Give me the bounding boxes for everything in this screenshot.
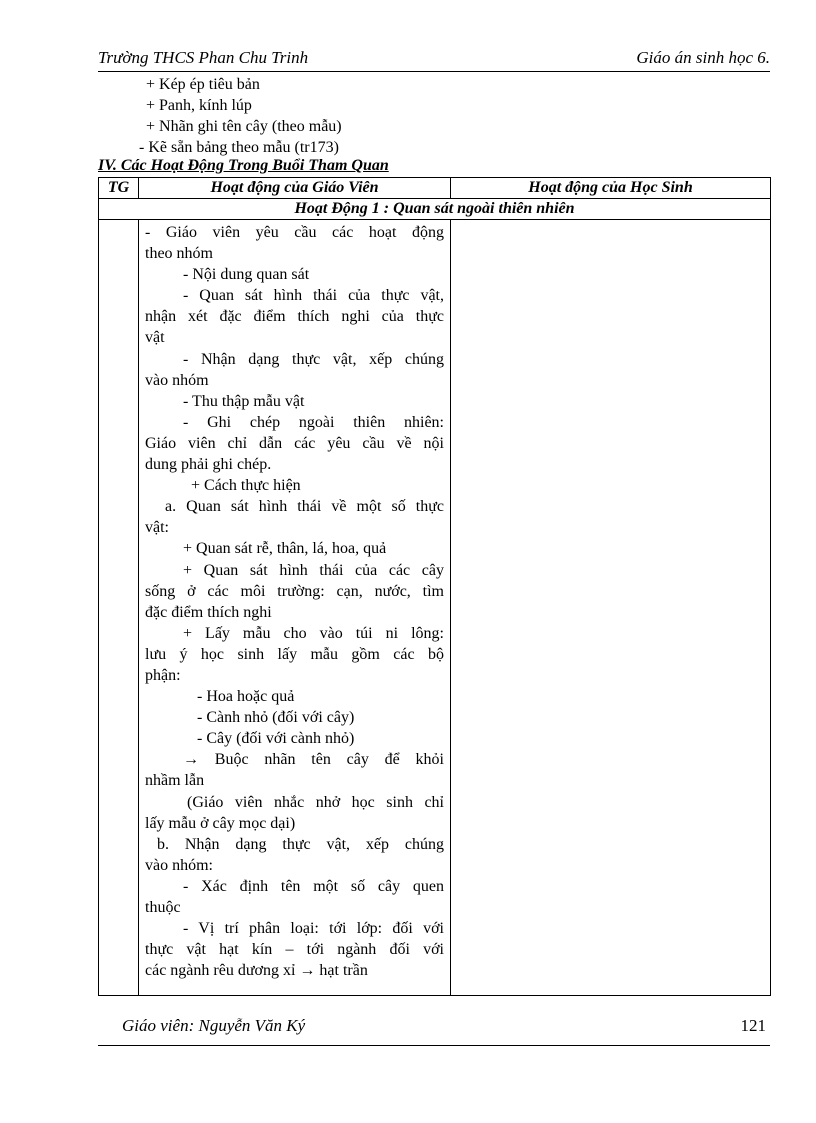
- prep-item: + Panh, kính lúp: [146, 97, 252, 114]
- teacher-line: a. Quan sát hình thái về một số thực: [165, 498, 444, 516]
- teacher-line: + Lấy mẫu cho vào túi ni lông:: [183, 624, 444, 642]
- teacher-line: - Thu thập mẫu vật: [183, 392, 305, 410]
- teacher-line: lưu ý học sinh lấy mẫu gồm các bộ: [145, 645, 444, 663]
- activity-table: [98, 177, 771, 996]
- student-activity-cell: [451, 220, 771, 996]
- teacher-line: - Vị trí phân loại: tới lớp: đối với: [183, 920, 444, 938]
- table-header-row: [99, 178, 771, 199]
- footer-rule: [98, 1045, 770, 1046]
- teacher-line: (Giáo viên nhắc nhở học sinh chỉ: [187, 793, 444, 811]
- teacher-line: vật: [145, 329, 165, 347]
- teacher-line: theo nhóm: [145, 245, 213, 263]
- section-title: IV. Các Hoạt Động Trong Buổi Tham Quan: [98, 157, 389, 174]
- teacher-line: + Quan sát rễ, thân, lá, hoa, quả: [183, 540, 387, 558]
- teacher-line: - Quan sát hình thái của thực vật,: [183, 287, 444, 305]
- teacher-line: → Buộc nhãn tên cây để khỏi: [183, 751, 444, 769]
- page-number: 121: [740, 1016, 766, 1035]
- teacher-line: đặc điểm thích nghi: [145, 603, 272, 621]
- prep-item: + Nhãn ghi tên cây (theo mẫu): [146, 118, 342, 135]
- activity-title-row: [99, 199, 771, 220]
- tg-cell: [99, 220, 139, 996]
- teacher-line: - Cây (đối với cành nhỏ): [197, 730, 355, 748]
- teacher-line: sống ở các môi trường: cạn, nước, tìm: [145, 582, 444, 600]
- prep-item: - Kẽ sẵn bảng theo mẫu (tr173): [139, 139, 339, 156]
- teacher-line: nhầm lẫn: [145, 772, 205, 790]
- teacher-line: b. Nhận dạng thực vật, xếp chúng: [157, 835, 444, 853]
- table-row: [99, 220, 771, 996]
- teacher-line: vào nhóm:: [145, 856, 213, 874]
- activity-title: Hoạt Động 1 : Quan sát ngoài thiên nhiên: [99, 199, 771, 220]
- teacher-line: - Xác định tên một số cây quen: [183, 877, 444, 895]
- teacher-line: vào nhóm: [145, 371, 209, 389]
- teacher-line: - Cành nhỏ (đối với cây): [197, 709, 355, 727]
- header-rule: [98, 71, 770, 72]
- teacher-line: nhận xét đặc điểm thích nghi của thực: [145, 308, 444, 326]
- col-header-teacher: Hoạt động của Giáo Viên: [139, 178, 451, 199]
- teacher-line: + Cách thực hiện: [191, 477, 301, 495]
- prep-item: + Kép ép tiêu bản: [146, 76, 260, 93]
- teacher-line: dung phải ghi chép.: [145, 456, 272, 474]
- teacher-line: - Nhận dạng thực vật, xếp chúng: [183, 350, 444, 368]
- col-header-tg: TG: [99, 178, 139, 199]
- teacher-line: - Giáo viên yêu cầu các hoạt động: [145, 224, 444, 241]
- col-header-student: Hoạt động của Học Sinh: [451, 178, 771, 199]
- teacher-activity-cell: [139, 220, 451, 996]
- teacher-line: - Hoa hoặc quả: [197, 688, 295, 706]
- header-school: Trường THCS Phan Chu Trinh: [98, 48, 309, 67]
- teacher-line: vật:: [145, 519, 169, 537]
- teacher-line: Giáo viên chỉ dẫn các yêu cầu về nội: [145, 434, 444, 452]
- teacher-line: - Nội dung quan sát: [183, 266, 310, 284]
- teacher-line: các ngành rêu dương xỉ → hạt trần: [145, 962, 368, 980]
- header-subject: Giáo án sinh học 6.: [636, 48, 770, 67]
- footer-teacher: Giáo viên: Nguyễn Văn Ký: [122, 1016, 306, 1035]
- teacher-line: + Quan sát hình thái của các cây: [183, 561, 444, 579]
- teacher-line: - Ghi chép ngoài thiên nhiên:: [183, 413, 444, 431]
- teacher-line: thực vật hạt kín – tới ngành đối với: [145, 941, 444, 959]
- teacher-line: lấy mẫu ở cây mọc dại): [145, 814, 296, 832]
- teacher-line: thuộc: [145, 899, 181, 916]
- teacher-line: phận:: [145, 666, 181, 684]
